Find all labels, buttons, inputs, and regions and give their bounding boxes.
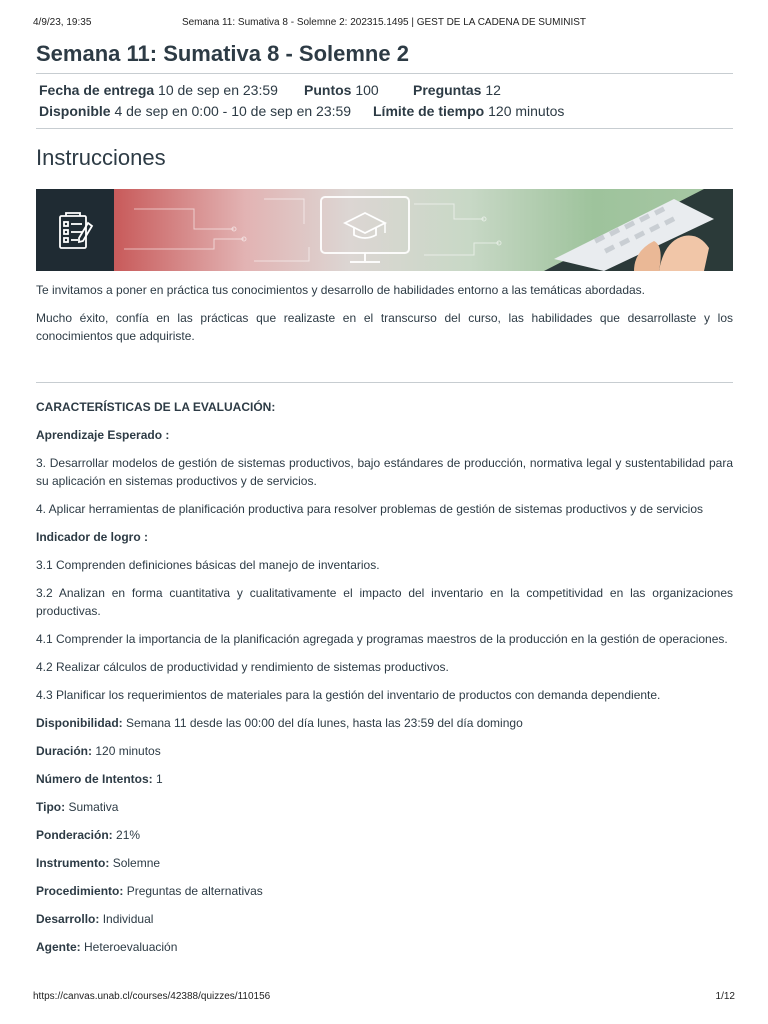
checklist-icon bbox=[36, 189, 114, 271]
field-duration: Duración: 120 minutos bbox=[36, 744, 161, 758]
print-footer bbox=[33, 991, 735, 1005]
laptop-hands-illustration bbox=[544, 189, 733, 271]
banner-illustration bbox=[114, 189, 733, 271]
print-header bbox=[33, 17, 735, 31]
page-url: https://canvas.unab.cl/courses/42388/quizzes/110156 bbox=[33, 991, 271, 1002]
instructions-banner bbox=[36, 189, 733, 271]
indicator-title: Indicador de logro : bbox=[36, 530, 149, 544]
intro-paragraph-1: Te invitamos a poner en práctica tus conocimientos y desarrollo de habilidades entorno a las temáticas abordadas. bbox=[36, 283, 646, 297]
field-instrument: Instrumento: Solemne bbox=[36, 856, 161, 870]
intro-paragraph-2: Mucho éxito, confía en las prácticas que realizaste en el transcurso del curso, las habilidades que desarrollaste y los conocimientos que adquiriste. bbox=[36, 311, 733, 343]
quiz-details bbox=[36, 74, 733, 128]
quiz-content bbox=[36, 40, 733, 956]
indicator-item: 4.1 Comprender la importancia de la planificación agregada y programas maestros de la producción en la gestión de operaciones. bbox=[36, 632, 728, 646]
characteristics-title: CARACTERÍSTICAS DE LA EVALUACIÓN: bbox=[36, 400, 276, 414]
print-page-title: Semana 11: Sumativa 8 - Solemne 2: 202315.1495 | GEST DE LA CADENA DE SUMINIST bbox=[181, 17, 587, 28]
quiz-details-row-2 bbox=[39, 101, 730, 122]
field-agent: Agente: Heteroevaluación bbox=[36, 940, 178, 954]
instructions-heading: Instrucciones bbox=[36, 145, 166, 170]
due-date: Fecha de entrega 10 de sep en 23:59 bbox=[39, 82, 278, 98]
page-number: 1/12 bbox=[715, 991, 735, 1002]
field-weighting: Ponderación: 21% bbox=[36, 828, 141, 842]
learning-item: 3. Desarrollar modelos de gestión de sistemas productivos, bajo estándares de producción, normativa legal y sustentabilidad para su aplicación en sistemas productivos y de servicios. bbox=[36, 456, 733, 488]
questions-count: Preguntas 12 bbox=[413, 82, 501, 98]
field-development: Desarrollo: Individual bbox=[36, 912, 154, 926]
print-datetime: 4/9/23, 19:35 bbox=[33, 17, 92, 28]
learning-item: 4. Aplicar herramientas de planificación productiva para resolver problemas de gestión de sistemas productivos y de servicios bbox=[36, 502, 704, 516]
learning-title: Aprendizaje Esperado : bbox=[36, 428, 170, 442]
quiz-details-row-1 bbox=[39, 80, 730, 101]
field-availability: Disponibilidad: Semana 11 desde las 00:00 del día lunes, hasta las 23:59 del día domingo bbox=[36, 716, 523, 730]
indicator-item: 4.2 Realizar cálculos de productividad y rendimiento de sistemas productivos. bbox=[36, 660, 449, 674]
banner-icon-box bbox=[36, 189, 114, 271]
field-type: Tipo: Sumativa bbox=[36, 800, 119, 814]
monitor-graduation-icon bbox=[321, 197, 409, 262]
availability: Disponible 4 de sep en 0:00 - 10 de sep en 23:59 bbox=[39, 103, 352, 119]
indicator-item: 4.3 Planificar los requerimientos de materiales para la gestión del inventario de productos con demanda dependiente. bbox=[36, 688, 661, 702]
indicator-item: 3.1 Comprenden definiciones básicas del manejo de inventarios. bbox=[36, 558, 380, 572]
points: Puntos 100 bbox=[304, 82, 379, 98]
divider bbox=[36, 382, 733, 383]
time-limit: Límite de tiempo 120 minutos bbox=[373, 103, 565, 119]
field-procedure: Procedimiento: Preguntas de alternativas bbox=[36, 884, 263, 898]
quiz-title: Semana 11: Sumativa 8 - Solemne 2 bbox=[36, 41, 409, 66]
field-attempts: Número de Intentos: 1 bbox=[36, 772, 163, 786]
indicator-item: 3.2 Analizan en forma cuantitativa y cualitativamente el impacto del inventario en la competitividad en las organizaciones productivas. bbox=[36, 586, 733, 618]
